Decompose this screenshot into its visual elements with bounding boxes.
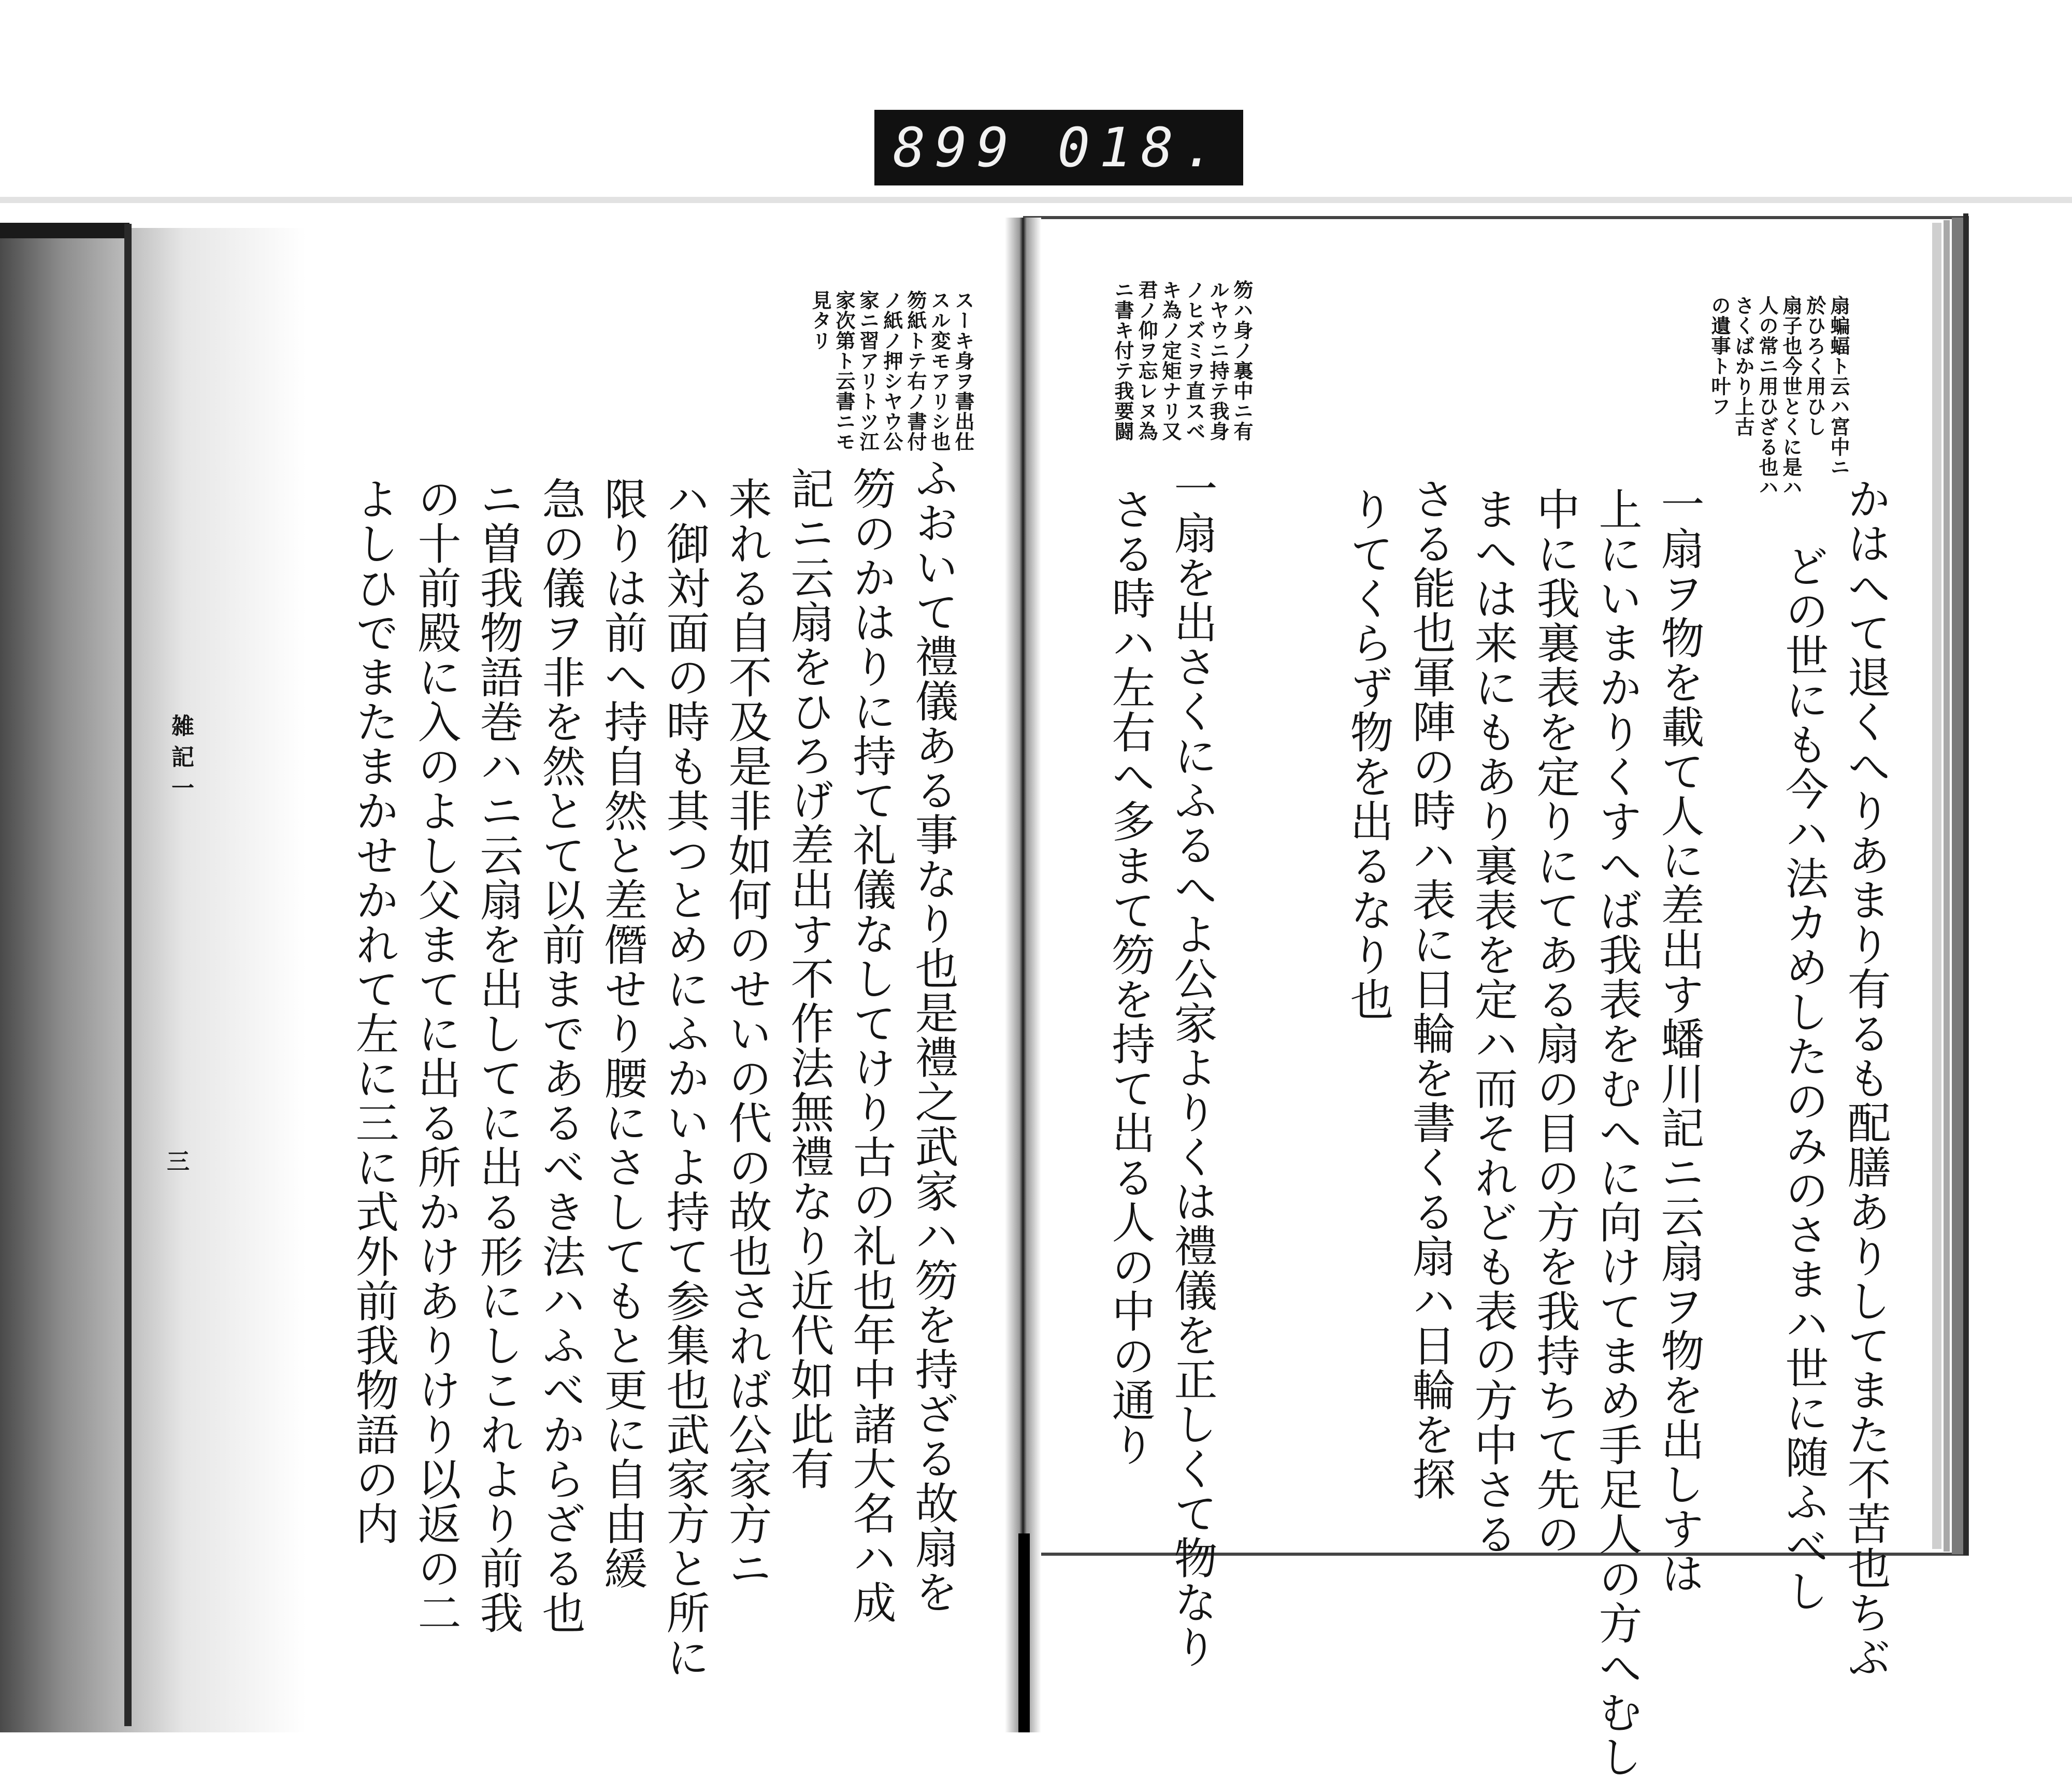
left-main-col-6: 限りは前へ持自然と差僭せり腰にさしてもと更に自由緩 [597,477,648,1590]
gutter [1005,218,1041,1732]
right-main-col-3: 一扇ヲ物を載て人に差出す蟠川記ニ云扇ヲ物を出しすは [1654,482,1705,1596]
gutter-spine [1018,1533,1030,1732]
left-note-top-4: ノ紙ノ押シヤウ公 [880,290,903,452]
left-note-top-7: 見タリ [809,290,832,351]
right-note-mid-4: キ為ノ定矩ナリ又 [1159,280,1182,441]
left-main-col-9: の十前殿に入のよし父まてに出る所かけありけり以返の二 [411,477,462,1635]
left-main-col-4: 来れる自不及是非如何のせいの代の故也されば公家方ニ [722,477,772,1590]
right-main-col-2: どの世にも今ハ法カめしたのみのさまハ世に随ふべし [1778,544,1829,1613]
right-note-mid-5: 君ノ仰ヲ忘レヌ為 [1135,280,1158,441]
right-note-mid-2: ルヤウニ持テ我身 [1206,280,1230,441]
catalog-number-label [874,110,1243,185]
right-note-top-2: 於ひろく用ひし [1803,295,1826,437]
left-page-edge [124,224,132,1726]
right-note-top-3: 扇子也今世とくに是ハ [1779,295,1803,497]
left-main-col-3: 記ニ云扇をひろげ差出す不作法無禮なり近代如此有 [784,466,834,1491]
right-note-top-5: さくばかり上古 [1732,295,1755,437]
scan-band [0,197,2072,203]
right-note-mid-6: ニ書キ付テ我要闘 [1111,280,1134,441]
left-note-top-2: スル変モアリシ也 [928,290,951,452]
right-note-top-4: 人の常ニ用ひざる也ハ [1756,295,1779,497]
right-main-col-8: りてくらず物を出るなり也 [1343,487,1394,1022]
left-main-col-1: ふおいて禮儀ある事なり也是禮之武家ハ笏を持ざる故扇を [908,456,959,1614]
right-note-mid-3: ノヒズミヲ直スベ [1183,280,1206,441]
left-main-col-2: 笏のかはりに持て礼儀なしてけり古の礼也年中諸大名ハ成 [846,466,897,1625]
left-note-top-1: スーキ身ヲ書出仕 [952,290,975,452]
left-note-top-5: 家ニ習アリトツ江 [856,290,880,452]
right-main-col-4: 上にいまかりくすへば我表をむへに向けてまめ手足人の方へむし [1592,487,1643,1779]
cover-edge [0,223,130,238]
right-main-col-9: 一扇を出さくにふるへよ公家よりくは禮儀を正しくて物なり [1167,466,1218,1669]
running-head: 雑記一 [167,714,194,807]
right-note-top-6: の遺事ト叶フ [1708,295,1731,417]
catalog-number-left: 899 [893,116,1018,179]
folio: 三 [167,1149,190,1175]
left-main-col-10: よしひでまたまかせかれて左に三に式外前我物語の内 [349,477,399,1546]
right-main-col-6: まへは来にもあり裏表を定ハ而それども表の方中さる [1467,487,1518,1556]
right-note-top-1: 扇蝙蝠ト云ハ宮中ニ [1827,295,1850,477]
right-main-col-10: さる時ハ左右へ多まて笏を持て出る人の中の通り [1105,487,1156,1467]
left-main-col-5: ハ御対面の時も其つとめにふかいよ持て参集也武家方と所に [659,477,710,1680]
left-main-col-8: ニ曽我物語巻ハニ云扇を出してに出る形にしこれより前我 [473,477,524,1635]
left-note-top-3: 笏紙トテ右ノ書付 [904,290,927,452]
right-note-mid-1: 笏ハ身ノ裏中ニ有 [1230,280,1254,441]
right-main-col-1: かはへて退くへりあまり有るも配膳ありしてまた不苦也ちぶ [1840,477,1891,1680]
catalog-number-right: 018. [1057,116,1225,179]
right-main-col-5: 中に我裏表を定りにてある扇の目の方を我持ちて先の [1530,487,1580,1556]
left-main-col-7: 急の儀ヲ非を然とて以前まであるべき法ハふべからざる也 [535,477,586,1635]
left-note-top-6: 家次第ト云書ニモ [832,290,856,452]
right-main-col-7: さる能也軍陣の時ハ表に日輪を書くる扇ハ日輪を探 [1405,477,1456,1501]
